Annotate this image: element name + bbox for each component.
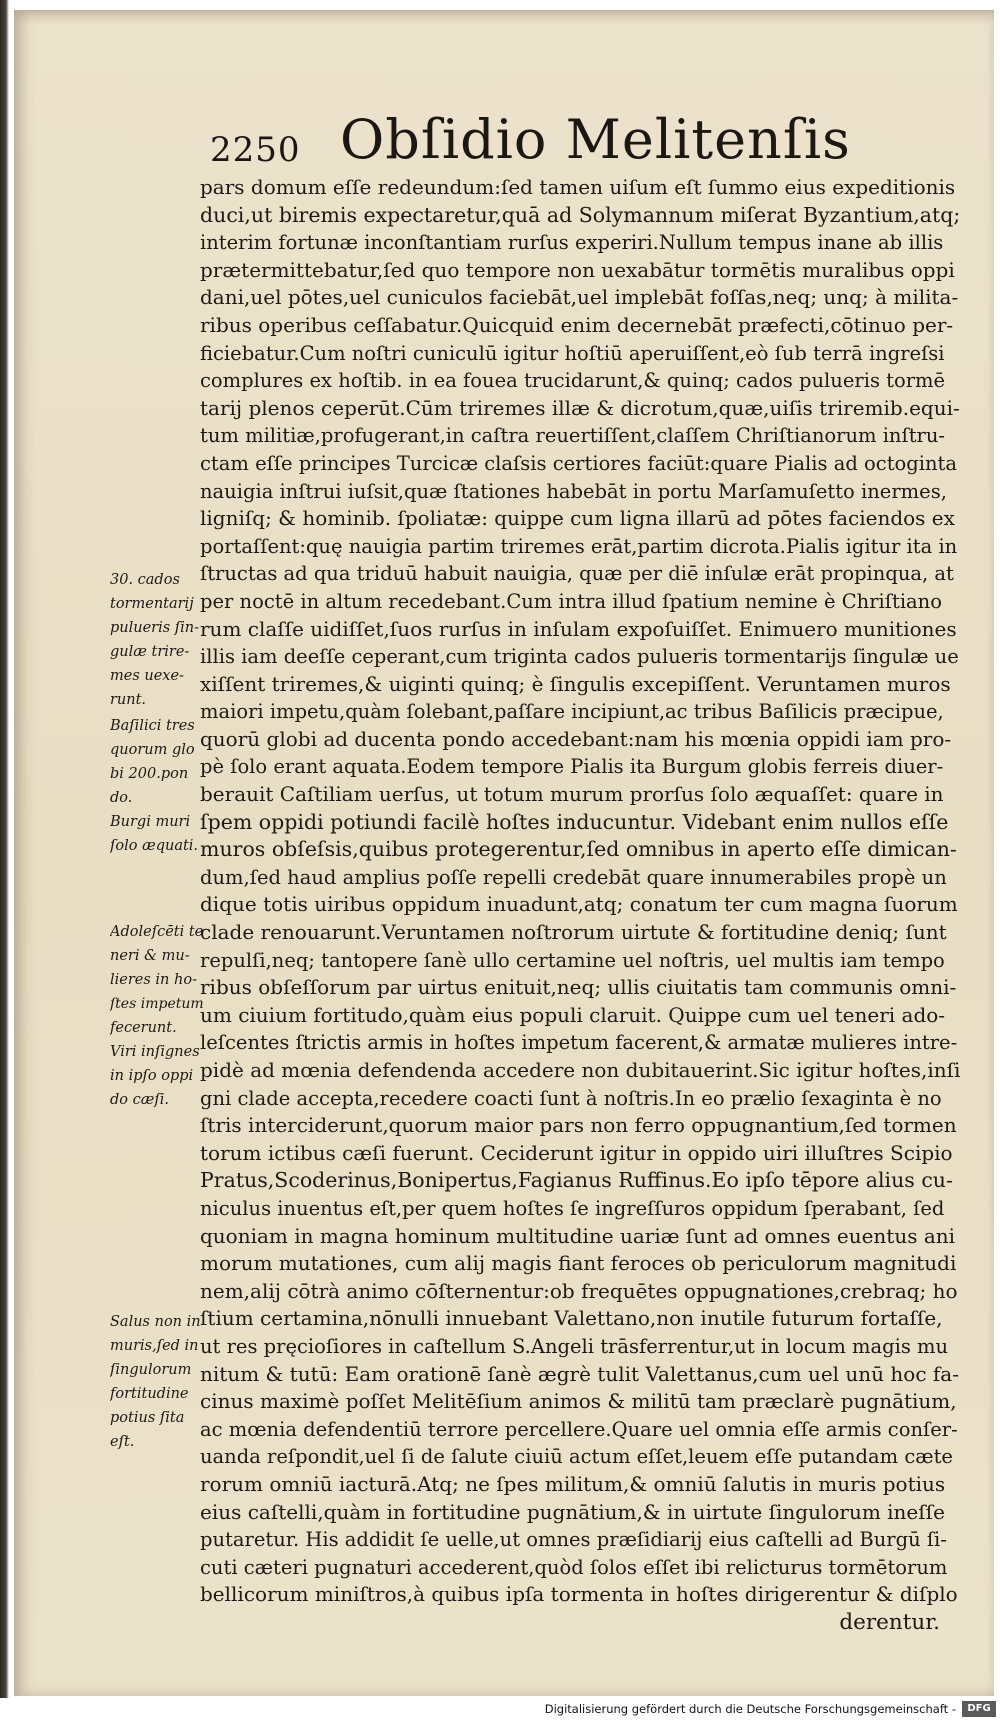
marginal-line: quorum glo <box>110 742 195 758</box>
running-title: Obſidio Melitenſis <box>340 108 851 171</box>
text-line: xiſſent triremes,& uiginti quinq; è ſingulis excepiſſent. Veruntamen muros <box>200 671 951 696</box>
text-line: portaſſent:quę nauigia partim triremes erāt,partim dicrota.Pialis igitur ita in <box>200 534 958 558</box>
marginal-line: in ipſo oppi <box>110 1068 194 1084</box>
marginal-line: bi 200.pon <box>110 766 189 782</box>
marginal-line: ſtes impetum <box>110 996 204 1012</box>
main-text-block <box>200 174 960 1636</box>
text-line: nauigia inſtrui iuſsit,quæ ſtationes habebāt in portu Marſamuſetto inermes, <box>200 479 947 503</box>
marginal-line: tormentarij <box>110 596 194 612</box>
text-line: illis iam deeſſe ceperant,cum triginta cados pulueris tormentarijs ſingulæ ue <box>200 645 959 669</box>
marginal-line: Baſilici tres <box>110 718 195 734</box>
text-line: torum ictibus cæſi fuerunt. Ceciderunt igitur in oppido uiri illuſtres Scipio <box>200 1140 953 1165</box>
text-line: clade renouarunt.Veruntamen noſtrorum uirtute & fortitudine deniq; ſunt <box>200 920 947 945</box>
text-line: ſtris interciderunt,quorum maior pars non ferro oppugnantium,ſed tormen <box>200 1113 957 1138</box>
text-line: gni clade accepta,recedere coacti ſunt à noſtris.In eo prælio ſexaginta è no <box>200 1086 942 1110</box>
text-line: ſpem oppidi potiundi facilè hoſtes inducuntur. Videbant enim nullos eſſe <box>200 809 949 834</box>
marginal-line: mes uexe- <box>110 668 184 684</box>
text-line: ſtium certamina,nōnulli innuebant Valettano,non inutile futurum fortaſſe, <box>200 1306 943 1331</box>
digitization-footer <box>0 1698 1000 1722</box>
text-line: derentur. <box>839 1609 940 1635</box>
marginal-line: do. <box>110 790 133 806</box>
footer-credit: Digitalisierung gefördert durch die Deutsche Forschungsgemeinschaft - <box>544 1702 956 1716</box>
page-header <box>210 108 851 178</box>
marginal-line: ſingulorum <box>110 1362 192 1378</box>
text-line: ſtructas ad qua triduū habuit nauigia, quæ per diē inſulæ erāt propinqua, at <box>200 562 954 586</box>
text-line: rorum omniū iacturā.Atq; ne ſpes militum,& omniū ſalutis in muris potius <box>200 1471 946 1496</box>
marginal-line: neri & mu- <box>110 948 190 964</box>
text-line: tarij plenos ceperūt.Cūm triremes illæ & dicrotum,quæ,uiſis triremib.equi- <box>200 395 960 420</box>
marginal-line: eſt. <box>110 1434 135 1450</box>
marginal-line: fecerunt. <box>110 1020 177 1036</box>
text-line: duci,ut biremis expectaretur,quā ad Solymannum miſerat Byzantium,atq; <box>200 202 960 227</box>
text-line: pidè ad mœnia defendenda accedere non dubitauerint.Sic igitur hoſtes,inſi <box>200 1058 960 1082</box>
marginal-line: muris,ſed in <box>110 1338 199 1354</box>
text-line: muros obſeſsis,quibus protegerentur,ſed omnibus in aperto eſſe dimican- <box>200 837 957 862</box>
text-line: ribus operibus ceſſabatur.Quicquid enim decernebāt præfecti,cōtinuo per- <box>200 312 954 337</box>
text-line: cuti cæteri pugnaturi accederent,quòd ſolos eſſet ibi relicturus tormētorum <box>200 1555 948 1579</box>
marginal-line: lieres in ho- <box>110 972 197 988</box>
text-line: pè ſolo erant aquata.Eodem tempore Pialis ita Burgum globis ferreis diuer- <box>200 755 944 779</box>
text-line: cinus maximè poſſet Melitēſium animos & militū tam præclarè pugnātium, <box>200 1389 957 1414</box>
text-line: ut res pręcioſiores in caſtellum S.Angeli trāsferrentur,ut in locum magis mu <box>200 1334 949 1358</box>
marginal-note-viri <box>110 1040 206 1112</box>
marginal-note-burgi <box>110 810 206 858</box>
marginal-line: Burgi muri <box>110 814 191 830</box>
text-line: interim fortunæ inconſtantiam rurſus experiri.Nullum tempus inane ab illis <box>200 231 944 255</box>
text-line: um ciuium fortitudo,quàm eius populi claruit. Quippe cum uel teneri ado- <box>200 1002 946 1027</box>
marginal-line: potius ſita <box>110 1410 185 1426</box>
text-line: complures ex hoſtib. in ea fouea trucidarunt,& quinq; cados pulueris tormē <box>200 369 946 393</box>
text-line: prætermittebatur,ſed quo tempore non uexabātur tormētis muralibus oppi <box>200 257 955 282</box>
marginal-line: do cæſi. <box>110 1092 169 1108</box>
text-line: ficiebatur.Cum noſtri cuniculū igitur hoſtiū aperuiſſent,eò ſub terrā ingreſsi <box>200 341 945 365</box>
marginal-line: runt. <box>110 692 147 708</box>
text-line: eius caſtelli,quàm in fortitudine pugnātium,& in uirtute ſingulorum ineſſe <box>200 1499 945 1524</box>
marginal-line: 30. cados <box>110 572 180 588</box>
text-line: dani,uel pōtes,uel cuniculos faciebāt,uel implebāt foſſas,neq; unq; à milita- <box>200 285 959 310</box>
marginal-line: ſolo æquati. <box>110 838 199 854</box>
text-line: ligniſq; & hominib. ſpoliatæ: quippe cum ligna illarū ad pōtes faciendos ex <box>200 506 955 531</box>
marginal-note-basilici <box>110 714 206 810</box>
text-line: ribus obſeſſorum par uirtus enituit,neq; ullis ciuitatis tam communis omni- <box>200 975 957 1000</box>
text-line: berauit Caſtiliam uerſus, ut totum murum prorſus ſolo æquaſſet: quare in <box>200 782 944 807</box>
text-line: maiori impetu,quàm ſolebant,paſſare incipiunt,ac tribus Baſilicis præcipue, <box>200 700 944 724</box>
text-line: bellicorum miniſtros,à quibus ipſa tormenta in hoſtes dirigerentur & diſplo <box>200 1582 958 1607</box>
text-line: tum militiæ,profugerant,in caſtra reuertiſſent,claſſem Chriſtianorum inſtru- <box>200 424 946 448</box>
text-line: ac mœnia defendentiū terrore percellere.Quare uel omnia eſſe armis conſer- <box>200 1417 958 1441</box>
marginal-note-salus <box>110 1310 206 1454</box>
text-line: rum claſſe uidiſſet,ſuos rurſus in inſulam expoſuiſſet. Enimuero munitiones <box>200 616 957 641</box>
text-line: quoniam in magna hominum multitudine uariæ ſunt ad omnes euentus ani <box>200 1223 956 1248</box>
marginal-line: gulæ trire- <box>110 644 190 660</box>
text-line: repulſi,neq; tantopere ſanè ullo certamine uel noſtris, uel multis iam tempo <box>200 948 945 972</box>
text-line: dum,ſed haud amplius poſſe repelli credebāt quare innumerabiles propè un <box>200 865 947 889</box>
marginal-line: Salus non in <box>110 1314 201 1330</box>
text-line: nitum & tutū: Eam orationē ſanè ægrè tulit Valettanus,cum uel unū hoc fa- <box>200 1361 959 1386</box>
marginal-line: Adoleſcēti te <box>110 924 204 940</box>
page-number: 2250 <box>210 130 301 170</box>
marginal-note-adolescenti <box>110 920 206 1040</box>
text-line: dique totis uiribus oppidum inuadunt,atq; conatum ter cum magna ſuorum <box>200 892 958 917</box>
text-line: per noctē in altum recedebant.Cum intra illud ſpatium nemine è Chriſtiano <box>200 589 942 613</box>
marginal-line: fortitudine <box>110 1386 189 1402</box>
text-line: putaretur. His addidit ſe uelle,ut omnes præſidiarij eius caſtelli ad Burgū ſi- <box>200 1528 947 1552</box>
marginal-line: Viri inſignes <box>110 1044 200 1060</box>
marginal-note-cados <box>110 568 206 712</box>
text-line: morum mutationes, cum alij magis fiant feroces ob periculorum magnitudi <box>200 1251 957 1276</box>
marginal-line: pulueris ſin- <box>110 620 200 636</box>
text-line: niculus inuentus eſt,per quem hoſtes ſe ingreſſuros oppidum ſperabant, ſed <box>200 1196 945 1220</box>
text-line: uanda reſpondit,uel ſi de ſalute ciuiū actum eſſet,leuem eſſe putandam cæte <box>200 1445 953 1469</box>
dfg-logo: DFG <box>962 1701 996 1717</box>
text-line: Pratus,Scoderinus,Bonipertus,Fagianus Ruffinus.Eo ipſo tēpore alius cu- <box>200 1168 953 1193</box>
text-line: nem,alij cōtrà animo cōſternentur:ob frequētes oppugnationes,crebraq; ho <box>200 1278 958 1303</box>
text-line: leſcentes ſtrictis armis in hoſtes impetum facerent,& armatæ mulieres intre- <box>200 1031 958 1055</box>
text-line: pars domum eſſe redeundum:ſed tamen uiſum eſt ſummo eius expeditionis <box>200 175 956 199</box>
text-line: ctam eſſe principes Turcicæ claſsis certiores faciūt:quare Pialis ad octoginta <box>200 451 958 475</box>
text-line: quorū globi ad ducenta pondo accedebant:nam his mœnia oppidi iam pro- <box>200 726 952 751</box>
